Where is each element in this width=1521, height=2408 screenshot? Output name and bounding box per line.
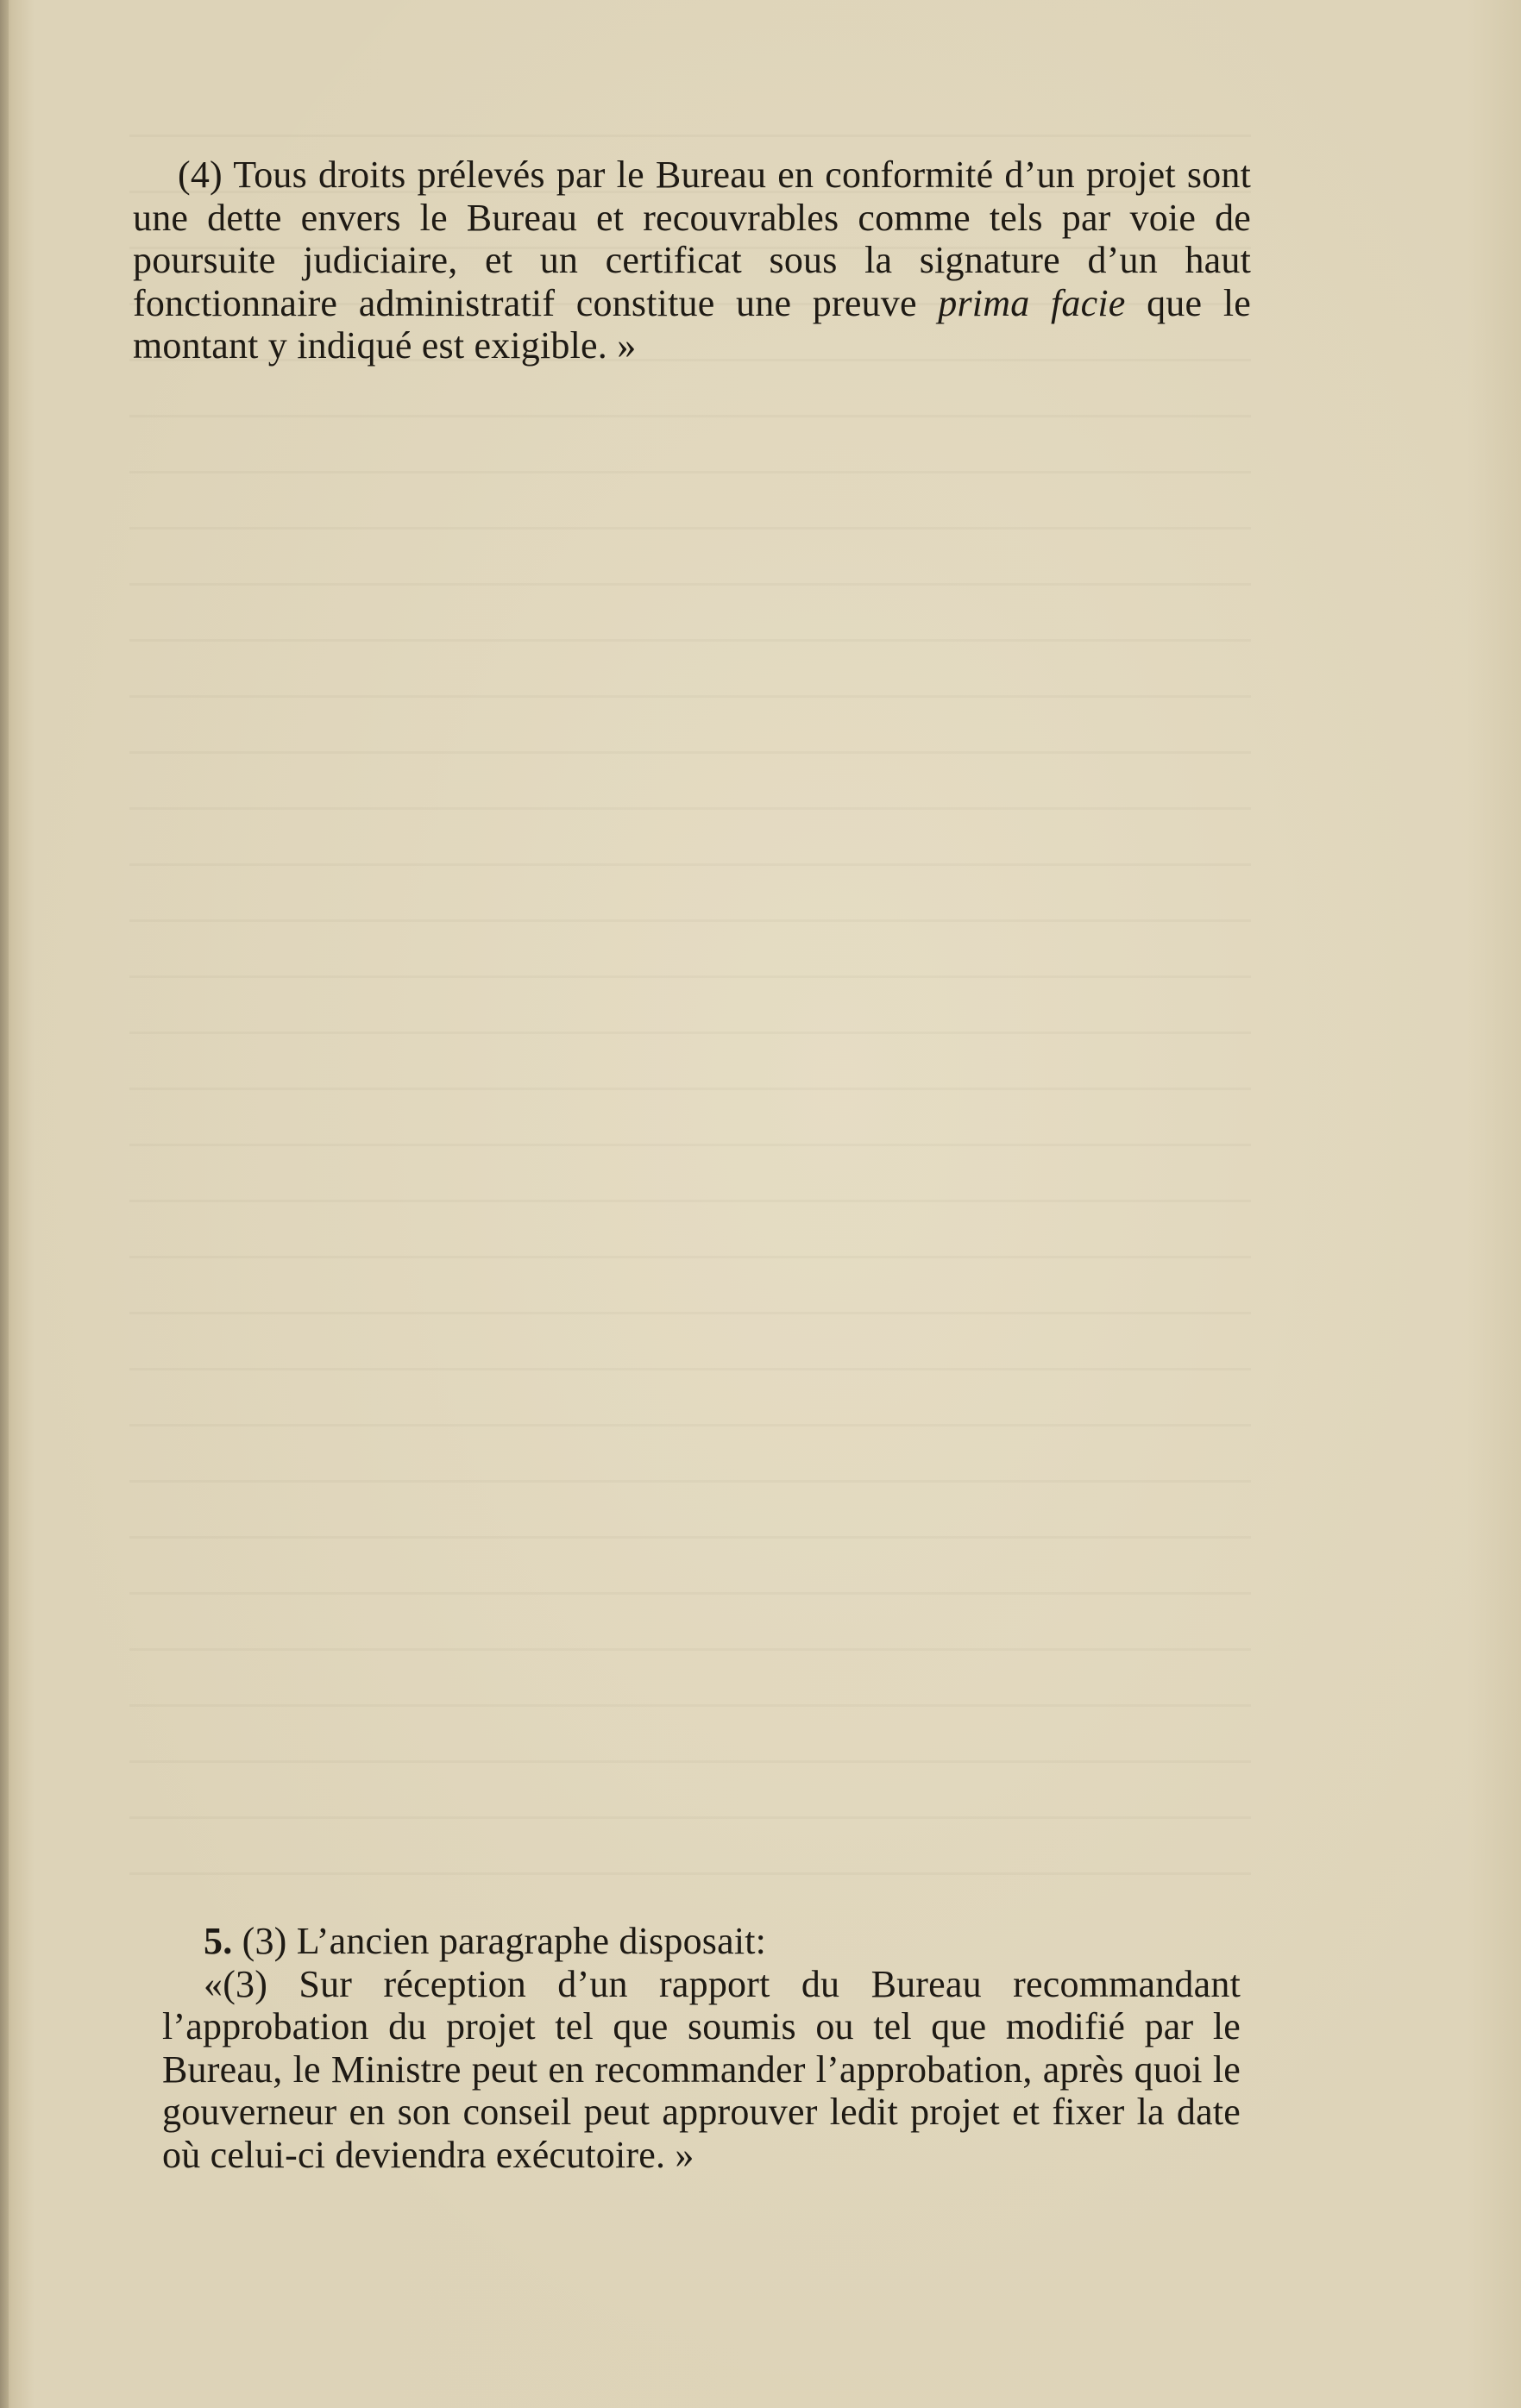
paragraph-4-text-part2: que le montant y indiqué est exigible. » (133, 281, 1251, 367)
paragraph-4-text-part1: (4) Tous droits prélevés par le Bureau en conformité d’un projet sont une dette envers le Bureau et recouvrables comme tels par voie de poursuite judiciaire, et un certificat sous la signature d’un haut fonctionnaire administratif constitue une preuve (133, 154, 1251, 324)
section-5-number: 5. (204, 1920, 233, 1962)
paragraph-4-block (133, 154, 1251, 367)
section-5-quote: «(3) Sur réception d’un rapport du Bureau recommandant l’approbation du projet tel que soumis ou tel que modifié par le Bureau, le Ministre peut en recommander l’approbation, après quoi le gouverneur en son conseil peut approuver ledit projet et fixer la date où celui-ci deviendra exécutoire. » (162, 1962, 1241, 2176)
page-spine-shadow (0, 0, 9, 2408)
paragraph-4-italic-term: prima facie (938, 281, 1126, 324)
section-5-heading-text: (3) L’ancien paragraphe disposait: (232, 1920, 767, 1962)
paragraph-4-text (133, 154, 1251, 367)
section-5-heading (162, 1920, 1241, 1963)
section-5-block (162, 1920, 1241, 2176)
